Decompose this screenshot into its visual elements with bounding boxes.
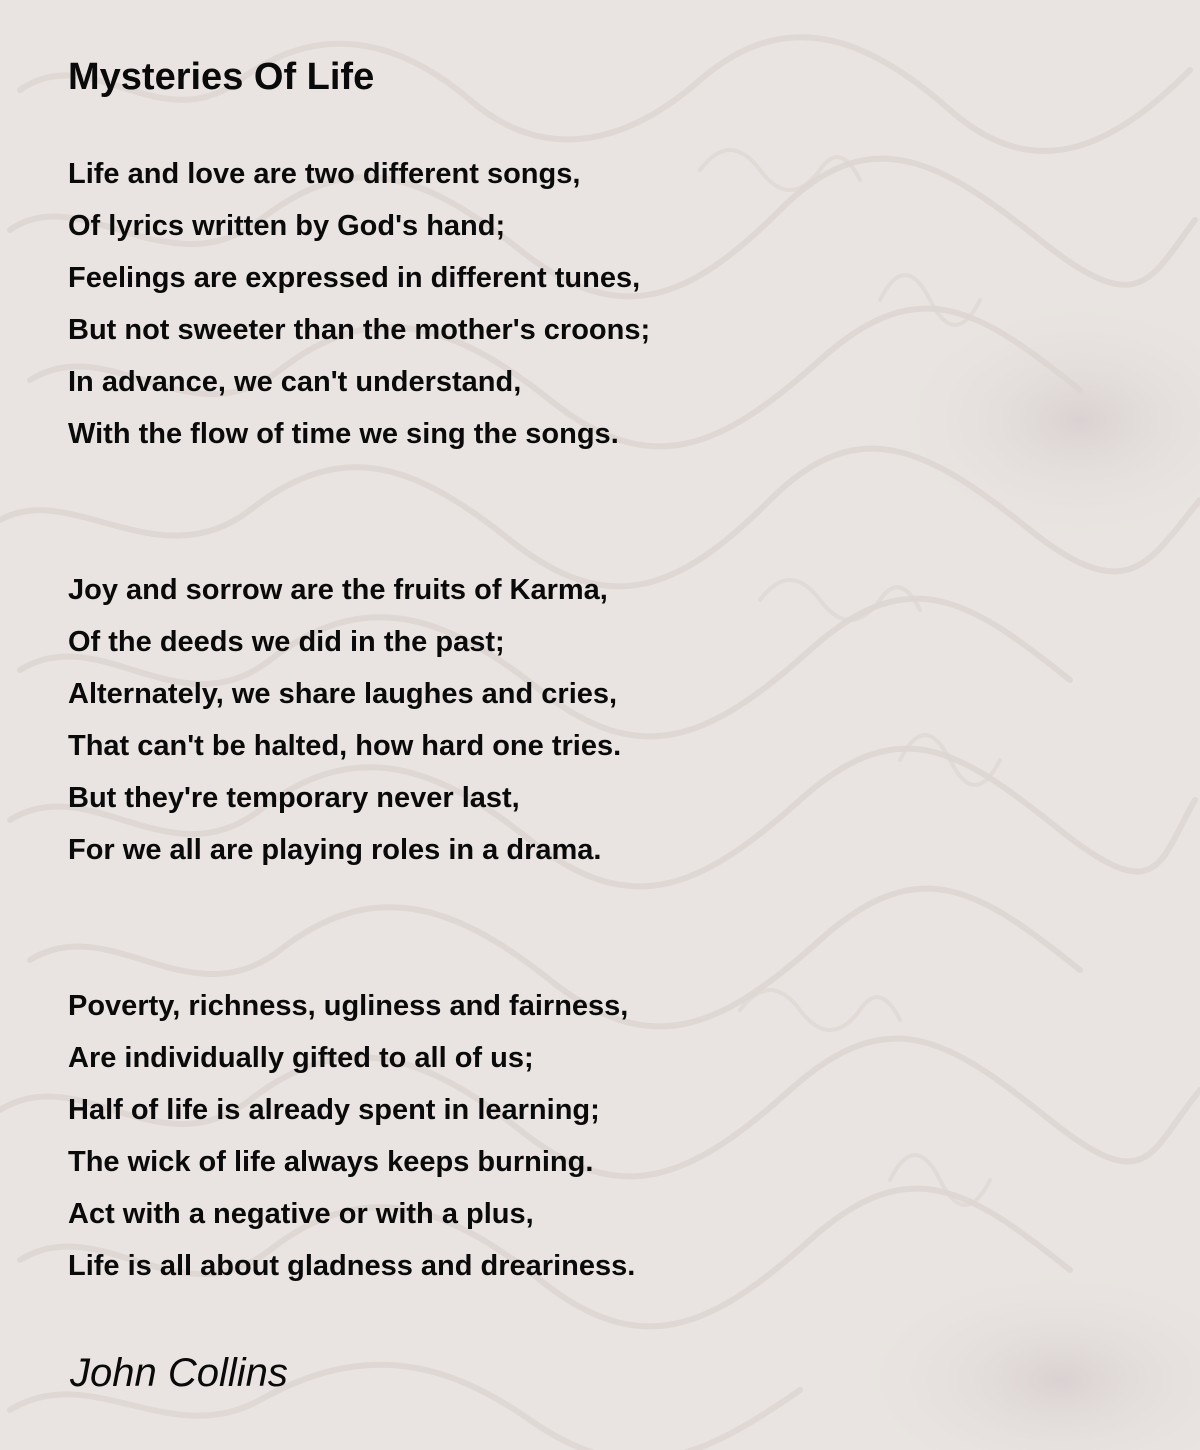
poem-line: Are individually gifted to all of us;: [68, 1042, 534, 1074]
poem-line: Feelings are expressed in different tunes,: [68, 262, 641, 294]
poem-line: That can't be halted, how hard one tries.: [68, 730, 622, 762]
poem-line: Half of life is already spent in learning;: [68, 1094, 600, 1126]
poem-author: John Collins: [70, 1351, 288, 1395]
poem-line: Poverty, richness, ugliness and fairness,: [68, 990, 629, 1022]
stanza-3: [68, 980, 635, 1292]
poem-line: Joy and sorrow are the fruits of Karma,: [68, 574, 608, 606]
poem-line: But not sweeter than the mother's croons;: [68, 314, 651, 346]
poem-line: Of lyrics written by God's hand;: [68, 210, 506, 242]
poem-line: In advance, we can't understand,: [68, 366, 522, 398]
poem-line: But they're temporary never last,: [68, 782, 520, 814]
poem-line: For we all are playing roles in a drama.: [68, 834, 602, 866]
poem-line: With the flow of time we sing the songs.: [68, 418, 619, 450]
poem-line: Life and love are two different songs,: [68, 158, 581, 190]
poem-title: Mysteries Of Life: [68, 56, 375, 98]
poem-line: Life is all about gladness and dreariness.: [68, 1250, 636, 1282]
stanza-2: [68, 564, 621, 876]
stanza-1: [68, 148, 650, 460]
poem-line: Act with a negative or with a plus,: [68, 1198, 534, 1230]
poem-line: Alternately, we share laughes and cries,: [68, 678, 618, 710]
poem-line: The wick of life always keeps burning.: [68, 1146, 594, 1178]
poem-line: Of the deeds we did in the past;: [68, 626, 505, 658]
